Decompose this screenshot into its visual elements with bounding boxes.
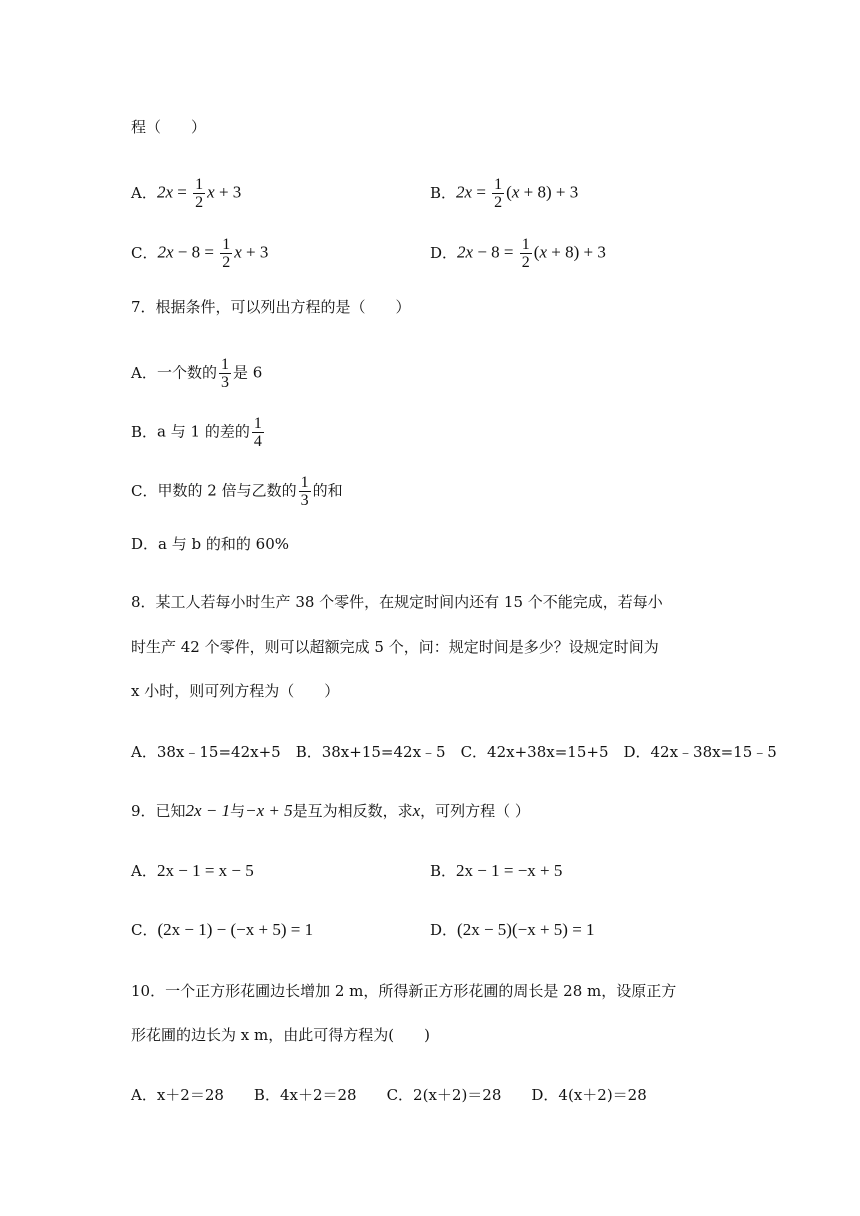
option-label: A． (131, 862, 157, 880)
q6-option-b[interactable]: B．2x = $\frac{1}{2}$ (x + 8) + 3 (430, 176, 579, 211)
option-label: D． (430, 243, 458, 262)
option-math: (2x − 5)(−x + 5) = 1 (457, 920, 595, 939)
option-math: 2x − 1 = x − 5 (157, 861, 254, 880)
q8-stem-line-1: 8．某工人若每小时生产 38 个零件，在规定时间内还有 15 个不能完成，若每小 (131, 593, 663, 611)
expression-2: −x + 5 (245, 801, 293, 820)
q9-stem: 9．已知2x − 1与−x + 5是互为相反数，求x，可列方程（ ） (131, 801, 530, 820)
q9-option-a[interactable] (131, 861, 254, 881)
fraction: $\frac{1}{2}$ (195, 176, 204, 211)
option-label: C． (131, 481, 158, 500)
option-label: B． (131, 422, 158, 441)
option-math: 2x − 1 = −x + 5 (456, 861, 563, 880)
q9-option-b[interactable] (430, 861, 562, 881)
fraction: $\frac{1}{2}$ (222, 236, 231, 271)
q7-option-d[interactable] (131, 534, 289, 554)
option-text-post: 的和 (312, 481, 343, 500)
q6-stem-continuation: 程（ ） (131, 118, 207, 136)
q6-option-d[interactable]: D．2x − 8 = $\frac{1}{2}$ (x + 8) + 3 (430, 236, 606, 271)
q10-options[interactable]: A．x＋2＝28 B．4x＋2＝28 C．2(x＋2)＝28 D．4(x＋2)＝28 (131, 1086, 647, 1104)
option-text-pre: 甲数的 2 倍与乙数的 (157, 481, 297, 500)
option-text-pre: a 与 1 的差的 (157, 422, 250, 441)
q8-options[interactable]: A．38x﹣15=42x+5 B．38x+15=42x﹣5 C．42x+38x=15+5 D．42x﹣38x=15﹣5 (131, 743, 777, 761)
q10-stem-line-1: 10．一个正方形花圃边长增加 2 m，所得新正方形花圃的周长是 28 m，设原正方 (131, 982, 677, 1000)
option-text-pre: 一个数的 (157, 363, 218, 382)
option-label: D． (131, 535, 159, 553)
option-math: (2x − 1) − (−x + 5) = 1 (157, 920, 314, 939)
fraction: $\frac{1}{3}$ (221, 356, 230, 391)
q8-stem-line-2: 时生产 42 个零件，则可以超额完成 5 个，问：规定时间是多少？设规定时间为 (131, 638, 659, 656)
option-label: B． (430, 862, 457, 880)
option-label: B． (430, 183, 457, 202)
option-text-post: 是 6 (233, 363, 263, 382)
q7-option-c[interactable] (131, 474, 343, 509)
option-label: D． (430, 921, 458, 939)
option-label: C． (131, 921, 158, 939)
q8-stem-line-3: x 小时，则可列方程为（ ） (131, 682, 340, 700)
q10-stem-line-2: 形花圃的边长为 x m，由此可得方程为( ) (131, 1026, 430, 1044)
fraction: $\frac{1}{4}$ (253, 415, 262, 450)
option-label: C． (131, 243, 158, 262)
q9-option-c[interactable] (131, 920, 313, 940)
variable-x: x (412, 801, 421, 820)
q9-option-d[interactable] (430, 920, 595, 940)
option-label: A． (131, 183, 157, 202)
option-text: a 与 b 的和的 60% (158, 535, 289, 553)
q6-option-c[interactable]: C．2x − 8 = $\frac{1}{2}$ x + 3 (131, 236, 269, 271)
expression-1: 2x − 1 (185, 801, 231, 820)
q7-stem: 7．根据条件，可以列出方程的是（ ） (131, 298, 411, 316)
fraction: $\frac{1}{3}$ (300, 474, 309, 509)
fraction: $\frac{1}{2}$ (494, 176, 503, 211)
q7-option-a[interactable] (131, 356, 262, 391)
q7-option-b[interactable] (131, 415, 266, 450)
option-label: A． (131, 363, 157, 382)
q6-option-a[interactable]: A．2x = $\frac{1}{2}$ x + 3 (131, 176, 242, 211)
fraction: $\frac{1}{2}$ (521, 236, 530, 271)
